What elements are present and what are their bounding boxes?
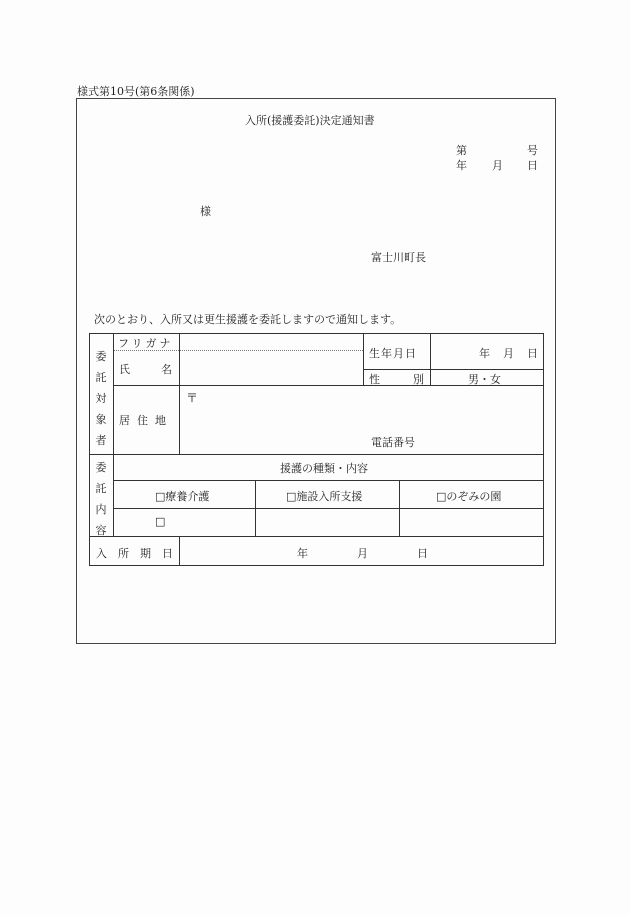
content-group-label: 委 託 内 容: [95, 461, 107, 537]
period-day: 日: [417, 547, 428, 560]
furigana-label: フリガナ: [118, 337, 174, 350]
option-shisetsu-nyusho[interactable]: □施設入所支援: [286, 490, 363, 503]
name-field[interactable]: [182, 351, 362, 384]
target-group-label: 委 託 対 象 者: [95, 350, 107, 447]
option-nozomi-no-sono[interactable]: □のぞみの園: [436, 490, 502, 503]
birth-day: 日: [527, 347, 538, 360]
option-other-checkbox[interactable]: □: [155, 515, 166, 528]
sex-label-second: 別: [413, 373, 424, 386]
period-label: 入所期日: [96, 547, 184, 560]
date-day: 日: [527, 159, 538, 172]
name-label-second: 名: [161, 363, 172, 376]
phone-label: 電話番号: [371, 436, 415, 449]
period-month: 月: [357, 547, 368, 560]
postal-mark: 〒: [186, 391, 199, 405]
sex-label-first: 性: [369, 373, 380, 386]
name-label-first: 氏: [119, 363, 130, 376]
furigana-field[interactable]: [182, 335, 362, 349]
addressee-suffix: 様: [200, 205, 211, 218]
notice-text: 次のとおり、入所又は更生援護を委託しますので通知します。: [94, 313, 402, 326]
date-month: 月: [492, 159, 503, 172]
address-field[interactable]: [182, 387, 542, 453]
option-ryoyo-kaigo[interactable]: □療養介護: [155, 490, 210, 503]
birth-date-label: 生年月日: [369, 347, 417, 360]
birth-month: 月: [503, 347, 514, 360]
period-year: 年: [297, 547, 308, 560]
doc-number-dai: 第: [456, 144, 467, 157]
content-header: 援護の種類・内容: [280, 462, 368, 475]
issuer-name: 富士川町長: [371, 251, 426, 264]
address-label: 居住地: [119, 414, 173, 427]
document-title: 入所(援護委託)決定通知書: [245, 114, 375, 127]
doc-number-go: 号: [527, 144, 538, 157]
sex-value[interactable]: 男・女: [468, 373, 501, 386]
form-number-label: 様式第10号(第6条関係): [77, 85, 195, 98]
birth-year: 年: [479, 347, 490, 360]
date-year: 年: [456, 159, 467, 172]
